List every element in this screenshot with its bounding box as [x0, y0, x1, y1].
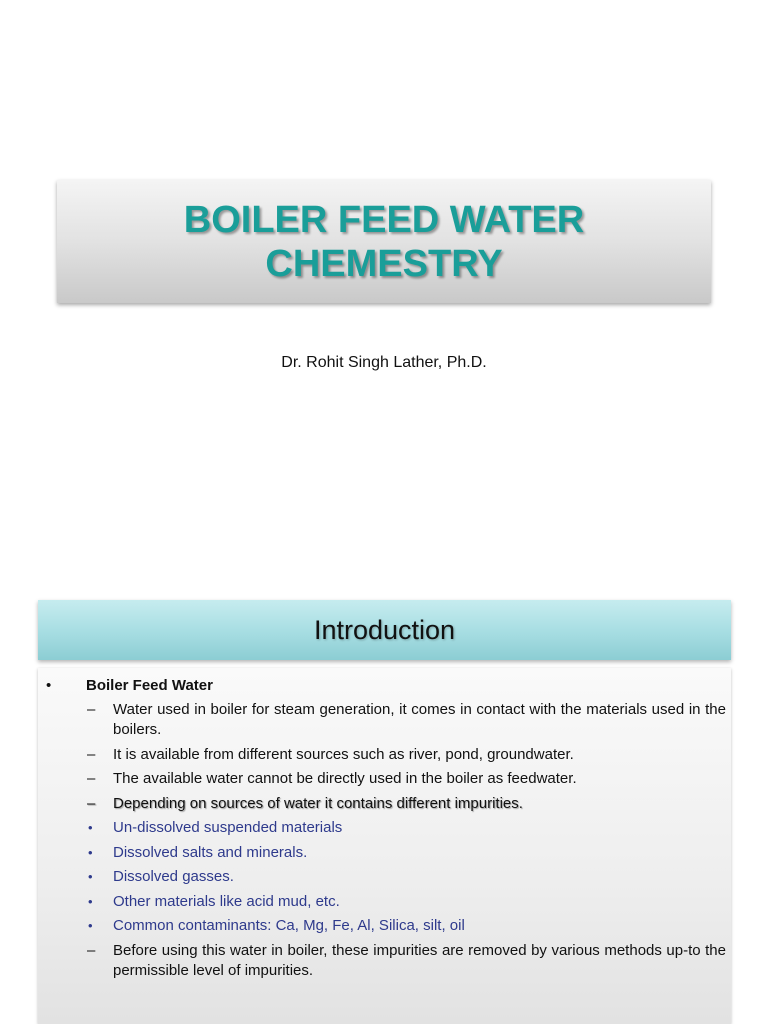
list-item-text: Dissolved gasses. — [113, 868, 234, 885]
slide-title — [184, 198, 584, 286]
dash-marker: – — [87, 745, 96, 763]
introduction-title: Introduction — [313, 614, 456, 645]
bullet-list — [85, 700, 726, 985]
list-item — [85, 745, 726, 765]
sub-bullet-marker: • — [88, 918, 93, 933]
list-item — [85, 794, 726, 814]
list-item — [85, 843, 726, 863]
sub-bullet-marker: • — [88, 893, 93, 909]
introduction-content — [38, 668, 731, 1024]
list-item — [85, 867, 726, 887]
list-item — [85, 892, 726, 912]
list-item-text: It is available from different sources such as river, pond, groundwater. — [113, 745, 574, 763]
sub-bullet-marker: • — [88, 820, 93, 835]
list-item-text: Un-dissolved suspended materials — [113, 819, 343, 836]
list-item — [85, 818, 726, 838]
list-item-text: Depending on sources of water it contains different impurities. — [113, 794, 523, 812]
dash-marker: – — [87, 701, 96, 718]
slide-title-line1: BOILER FEED WATER — [183, 198, 585, 241]
dash-marker: – — [87, 941, 96, 959]
list-item — [85, 916, 726, 936]
bullet-marker: • — [46, 677, 52, 694]
list-item — [85, 941, 726, 981]
sub-bullet-marker: • — [88, 869, 93, 884]
sub-bullet-marker: • — [88, 844, 93, 860]
dash-marker: – — [87, 770, 96, 787]
list-item-text: Other materials like acid mud, etc. — [113, 892, 340, 910]
introduction-header — [38, 600, 731, 660]
list-item — [85, 769, 726, 789]
list-item-text: Common contaminants: Ca, Mg, Fe, Al, Silica, silt, oil — [113, 917, 465, 934]
list-item-text: Water used in boiler for steam generation, it comes in contact with the materials used in the boilers. — [113, 701, 726, 738]
list-item — [85, 700, 726, 740]
bullet-heading: Boiler Feed Water — [86, 677, 213, 694]
slide-title-line2: CHEMESTRY — [265, 242, 503, 285]
list-item-text: Dissolved salts and minerals. — [113, 843, 308, 861]
title-slide-banner — [57, 180, 711, 303]
dash-marker: – — [87, 794, 96, 812]
author-name: Dr. Rohit Singh Lather, Ph.D. — [281, 354, 487, 371]
list-item-text: The available water cannot be directly used in the boiler as feedwater. — [113, 770, 577, 787]
list-item-text: Before using this water in boiler, these impurities are removed by various methods up-to the permissible level of impurities. — [113, 941, 726, 979]
